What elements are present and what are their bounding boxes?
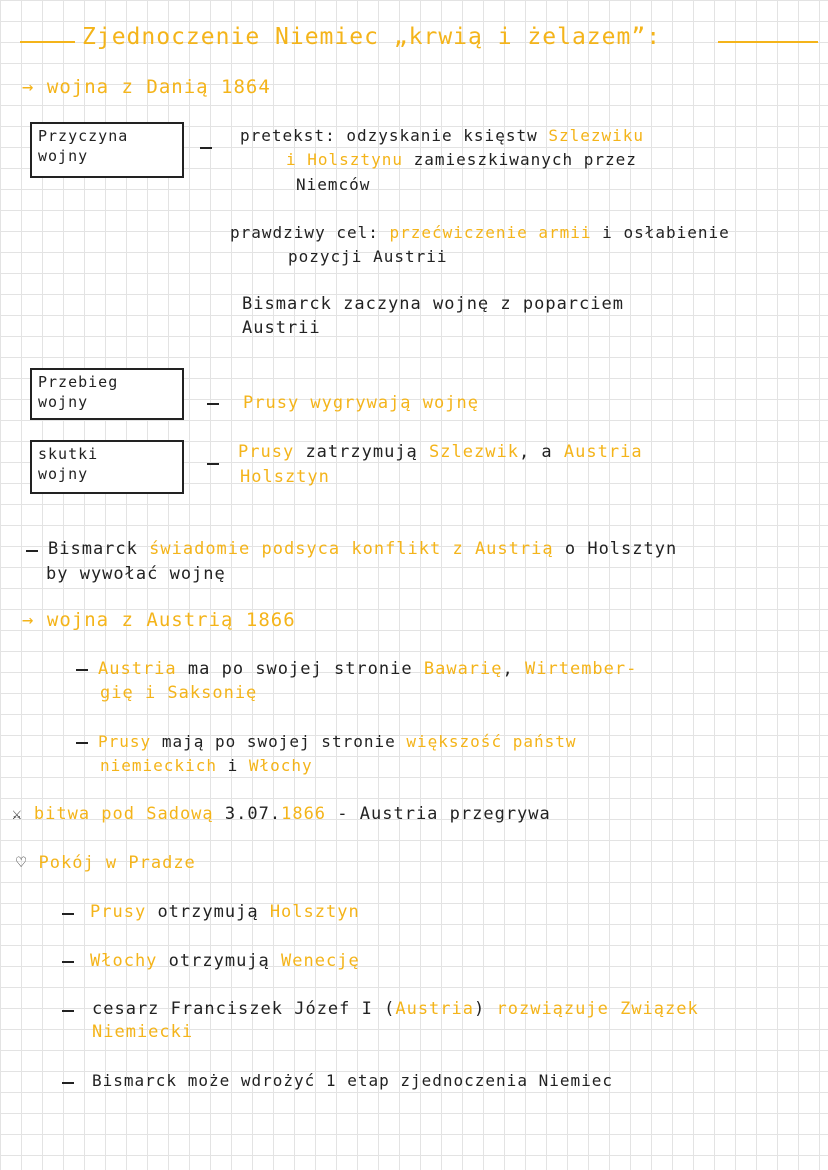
r2-line bbox=[90, 950, 360, 973]
conflict-line1 bbox=[48, 538, 677, 561]
course-label-line1: Przebieg bbox=[38, 373, 119, 391]
battle-year: 1866 bbox=[281, 804, 327, 824]
p2-and: i bbox=[227, 756, 239, 775]
section-heading-denmark: → wojna z Danią 1864 bbox=[22, 76, 271, 98]
effects-line2: Holsztyn bbox=[240, 467, 330, 487]
conflict-holstein: o Holsztyn bbox=[564, 539, 678, 559]
pretext-line1 bbox=[240, 125, 644, 147]
r3-line2: Niemiecki bbox=[92, 1022, 194, 1042]
heart-icon: ♡ bbox=[16, 853, 28, 873]
peace-prague: Pokój w Pradze bbox=[38, 853, 196, 873]
p1-comma: , bbox=[502, 659, 514, 679]
effects-label-line1: skutki bbox=[38, 445, 99, 463]
p2-line2 bbox=[100, 755, 313, 777]
conflict-dash bbox=[26, 550, 38, 552]
title-rule-left bbox=[20, 41, 75, 43]
r3-dash bbox=[62, 1010, 74, 1012]
r2-dash bbox=[62, 961, 74, 963]
page-title: Zjednoczenie Niemiec „krwią i żelazem”: bbox=[82, 24, 662, 50]
course-box bbox=[30, 368, 184, 420]
austria-heading-a: → wojna z bbox=[22, 609, 134, 631]
section-heading-austria bbox=[22, 609, 296, 631]
p1-bavaria: Bawarię bbox=[423, 659, 503, 679]
conflict-line2: by wywołać wojnę bbox=[46, 564, 226, 584]
p1-dash bbox=[76, 669, 88, 671]
effects-line1 bbox=[238, 441, 643, 464]
cause-dash bbox=[200, 147, 212, 149]
course-dash bbox=[207, 403, 219, 405]
pretext-line3: Niemców bbox=[296, 175, 371, 194]
p2-majority: większość państw bbox=[406, 732, 577, 751]
goal-line2: pozycji Austrii bbox=[288, 247, 448, 266]
p1-austria: Austria bbox=[98, 659, 177, 679]
goal-line1 bbox=[230, 222, 730, 244]
effects-dash bbox=[207, 463, 219, 465]
austria-heading-b: Austrią 1866 bbox=[146, 609, 296, 631]
r3-austria: Austria bbox=[395, 999, 474, 1019]
pretext-schleswig: Szlezwiku bbox=[548, 126, 645, 145]
p2-dash bbox=[76, 742, 88, 744]
r2-italy: Włochy bbox=[90, 951, 158, 971]
conflict-deliberate: świadomie podsyca konflikt z Austrią bbox=[149, 539, 554, 559]
battle-result: - Austria przegrywa bbox=[337, 804, 551, 824]
r4-dash bbox=[62, 1082, 74, 1084]
r1-prussia: Prusy bbox=[90, 902, 147, 922]
r3-paren: ) bbox=[474, 999, 486, 1019]
cause-label-line2: wojny bbox=[38, 147, 89, 165]
r1-dash bbox=[62, 913, 74, 915]
cause-box bbox=[30, 122, 184, 178]
goal-weaken: i osłabienie bbox=[602, 223, 730, 242]
effects-prussia: Prusy bbox=[238, 442, 295, 462]
goal-label: prawdziwy cel: bbox=[230, 223, 379, 242]
course-label-line2: wojny bbox=[38, 393, 89, 411]
effects-keep: zatrzymują bbox=[305, 442, 418, 462]
p1-side: ma po swojej stronie bbox=[187, 659, 413, 679]
r1-holstein: Holsztyn bbox=[269, 902, 360, 922]
effects-box bbox=[30, 440, 184, 494]
r3-dissolves: rozwiązuje Związek bbox=[496, 999, 699, 1019]
r4-line: Bismarck może wdrożyć 1 etap zjednoczenia Niemiec bbox=[92, 1071, 614, 1090]
bismarck-line1: Bismarck zaczyna wojnę z poparciem bbox=[242, 294, 624, 314]
p1-wurttemberg: Wirtember- bbox=[525, 659, 638, 679]
r3-emperor: cesarz Franciszek Józef I ( bbox=[92, 999, 396, 1019]
conflict-bismarck: Bismarck bbox=[48, 539, 138, 559]
bismarck-line2: Austrii bbox=[242, 318, 321, 338]
p1-line2: gię i Saksonię bbox=[100, 683, 258, 703]
goal-training: przećwiczenie armii bbox=[389, 223, 592, 242]
pretext-holstein: i Holsztynu bbox=[286, 150, 403, 169]
pretext-inhabited: zamieszkiwanych przez bbox=[413, 150, 637, 169]
title-rule-right bbox=[718, 41, 818, 43]
p2-line1 bbox=[98, 731, 577, 753]
battle-line bbox=[12, 802, 551, 826]
crossed-swords-icon: ⚔ bbox=[12, 804, 23, 823]
r3-line1 bbox=[92, 998, 699, 1021]
r1-line bbox=[90, 901, 360, 924]
pretext-text: pretekst: odzyskanie księstw bbox=[240, 126, 538, 145]
effects-austria: Austria bbox=[563, 442, 643, 462]
battle-sadowa: bitwa pod Sadową bbox=[33, 804, 214, 824]
cause-label-line1: Przyczyna bbox=[38, 127, 129, 145]
effects-label-line2: wojny bbox=[38, 465, 89, 483]
peace-line bbox=[16, 852, 196, 875]
battle-date: 3.07. bbox=[224, 804, 282, 824]
r2-receive: otrzymują bbox=[168, 951, 270, 971]
p2-german: niemieckich bbox=[100, 756, 217, 775]
r2-venice: Wenecję bbox=[281, 951, 360, 971]
effects-schleswig: Szlezwik bbox=[429, 442, 519, 462]
pretext-line2 bbox=[286, 149, 637, 171]
r1-receive: otrzymują bbox=[157, 902, 259, 922]
p2-italy: Włochy bbox=[248, 756, 313, 775]
p2-side: mają po swojej stronie bbox=[161, 732, 396, 751]
p1-line1 bbox=[98, 658, 637, 681]
p2-prussia: Prusy bbox=[98, 732, 152, 751]
course-text: Prusy wygrywają wojnę bbox=[243, 393, 479, 413]
effects-and: , a bbox=[518, 442, 553, 462]
